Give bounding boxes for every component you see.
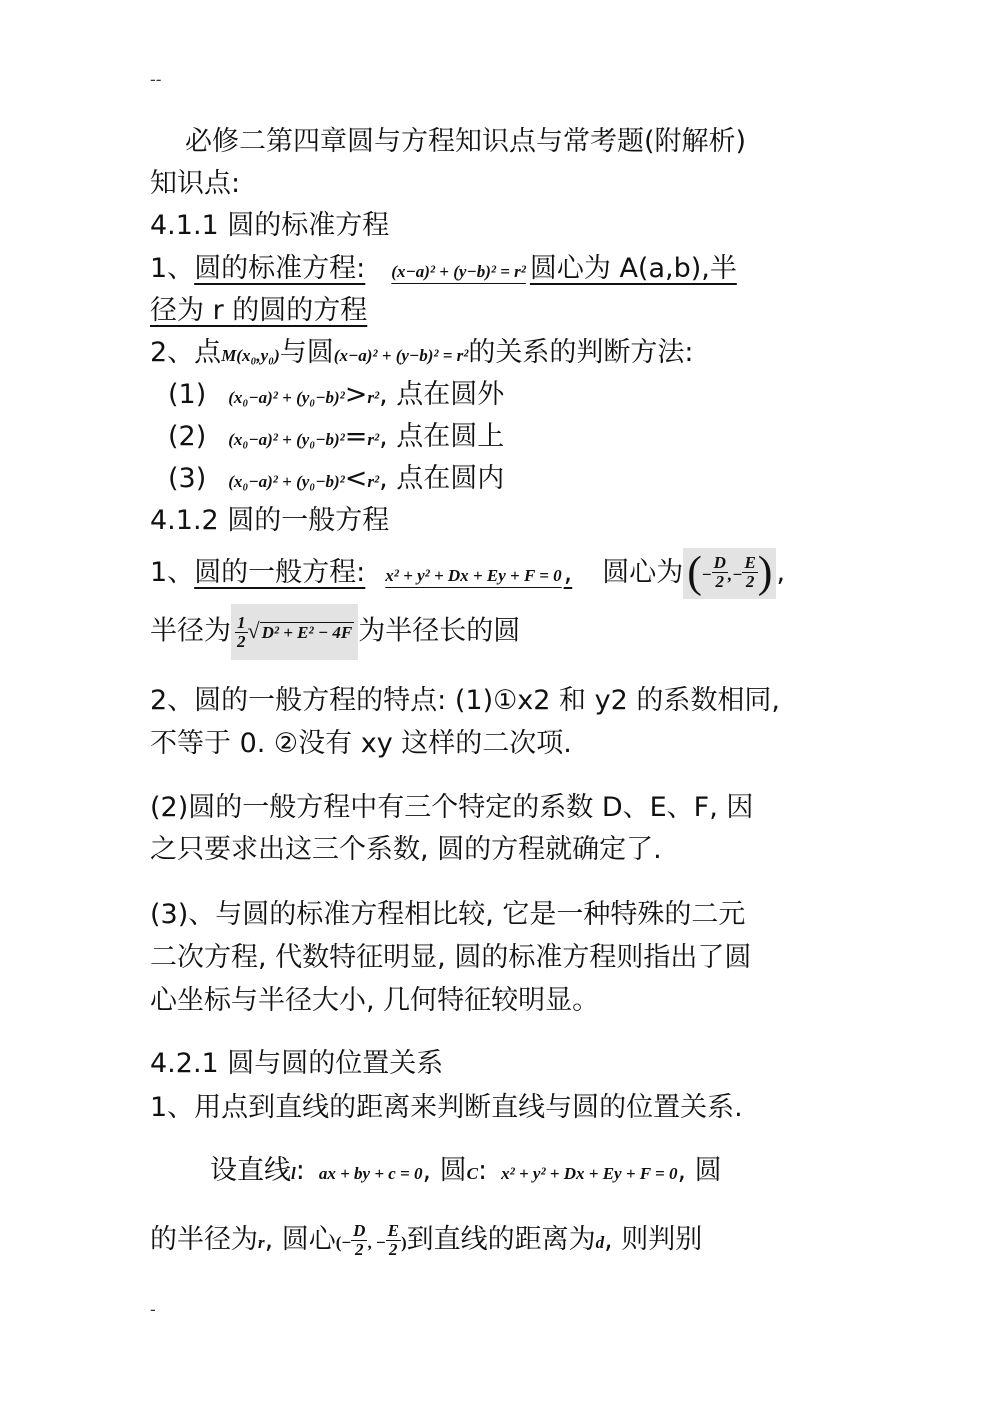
point-circle-relation-line: [150, 335, 693, 374]
case-row-2: [168, 419, 504, 458]
paragraph-3-line-2: 二次方程, 代数特征明显, 圆的标准方程则指出了圆: [150, 942, 752, 973]
half-fraction: $\frac{1}{2}$: [237, 612, 246, 651]
center-x-fraction: $\frac{D}{2}$: [713, 553, 726, 591]
case-op: =: [344, 421, 368, 452]
circle-tail: , 圆: [677, 1155, 722, 1186]
case-lhs: (x₀−a)² + (y₀−b)²: [228, 472, 345, 491]
center-label: 圆心为: [602, 557, 684, 588]
case-text: , 点在圆外: [379, 379, 505, 410]
radius-tail: 为半径长的圆: [358, 615, 521, 647]
case-text: , 点在圆内: [379, 463, 505, 494]
minus-sign: −: [701, 565, 712, 584]
standard-equation-desc: 圆心为 A(a,b),半: [529, 253, 737, 284]
case-rhs: r²: [367, 430, 380, 449]
distance-method-line: 1、用点到直线的距离来判断直线与圆的位置关系.: [150, 1092, 743, 1123]
paragraph-2-line-2: 之只要求出这三个系数, 圆的方程就确定了.: [150, 834, 662, 865]
radius-expression: [231, 604, 358, 660]
center-label: , 圆心: [264, 1224, 336, 1255]
item-prefix: 1、: [150, 557, 195, 588]
knowledge-label: 知识点:: [150, 168, 241, 199]
circle-label: , 圆: [422, 1155, 467, 1186]
standard-equation-formula: (x−a)² + (y−b)² = r²: [391, 262, 526, 281]
radius-r: r: [258, 1233, 265, 1252]
relation-suffix: 的关系的判断方法:: [468, 337, 694, 368]
general-equation-line: [150, 548, 785, 599]
item-prefix: 1、: [150, 253, 195, 284]
case-num: (1): [168, 379, 207, 410]
section-4-1-1-heading: 4.1.1 圆的标准方程: [150, 210, 390, 241]
line-equation: ax + by + c = 0: [318, 1164, 423, 1183]
with-circle-text: 与圆: [279, 337, 334, 368]
set-prefix: 设直线: [210, 1155, 291, 1186]
header-mark: --: [150, 70, 162, 89]
center-tail: ,: [776, 557, 786, 588]
paragraph-3-line-1: (3)、与圆的标准方程相比较, 它是一种特殊的二元: [150, 899, 746, 930]
case-lhs: (x₀−a)² + (y₀−b)²: [228, 430, 345, 449]
section-4-2-1-heading: 4.2.1 圆与圆的位置关系: [150, 1048, 444, 1079]
standard-equation-line-2: [150, 293, 367, 329]
center-x-fraction: $\frac{D}{2}$: [353, 1221, 366, 1259]
distance-d: d: [595, 1233, 605, 1252]
comma-minus: , −: [367, 1233, 386, 1252]
comma-minus: ,−: [727, 565, 743, 584]
circle-equation: x² + y² + Dx + Ey + F = 0: [501, 1164, 678, 1183]
general-equation-label: 圆的一般方程:: [194, 557, 366, 588]
standard-equation-label: 圆的标准方程:: [194, 253, 366, 284]
center-y-fraction: $\frac{E}{2}$: [387, 1221, 399, 1259]
center-expression: [683, 548, 776, 599]
line-l: l: [291, 1164, 296, 1183]
paragraph-3-line-3: 心坐标与半径大小, 几何特征较明显。: [150, 985, 600, 1016]
judge-text: , 则判别: [604, 1224, 703, 1255]
standard-equation-desc-2: 径为 r 的圆的方程: [150, 295, 368, 326]
center-y-fraction: $\frac{E}{2}$: [744, 553, 756, 591]
radius-line: [150, 604, 520, 660]
general-equation-formula: x² + y² + Dx + Ey + F = 0: [385, 566, 562, 585]
page-title: 必修二第四章圆与方程知识点与常考题(附解析): [185, 126, 747, 157]
circle-formula: (x−a)² + (y−b)² = r²: [333, 346, 469, 365]
general-features-line-2: 不等于 0. ②没有 xy 这样的二次项.: [150, 728, 572, 759]
sqrt-expression: √ D² + E² − 4F: [247, 618, 353, 643]
section-4-1-2-heading: 4.1.2 圆的一般方程: [150, 505, 390, 536]
paragraph-2-line-1: (2)圆的一般方程中有三个特定的系数 D、E、F, 因: [150, 792, 754, 823]
case-num: (3): [168, 463, 207, 494]
case-rhs: r²: [367, 472, 380, 491]
point-m: M(x₀,y₀): [221, 346, 280, 365]
footer-mark: -: [150, 1300, 156, 1319]
close-paren: ): [400, 1233, 407, 1252]
case-op: <: [344, 463, 368, 494]
case-op: >: [344, 379, 368, 410]
case-rhs: r²: [367, 388, 380, 407]
circle-c: C: [466, 1164, 479, 1183]
case-row-3: [168, 461, 504, 500]
set-line: [210, 1153, 722, 1192]
left-paren-icon: (: [687, 547, 702, 597]
standard-equation-line: [150, 251, 737, 290]
right-paren-icon: ): [757, 547, 773, 597]
item-prefix: 2、点: [150, 337, 222, 368]
general-features-line-1: 2、圆的一般方程的特点: (1)①x2 和 y2 的系数相同,: [150, 685, 780, 716]
radius-center-line: [150, 1216, 702, 1267]
case-num: (2): [168, 421, 207, 452]
case-row-1: [168, 377, 504, 416]
radius-prefix: 的半径为: [150, 1224, 258, 1255]
general-equation-comma: ,: [563, 557, 573, 588]
case-lhs: (x₀−a)² + (y₀−b)²: [228, 388, 345, 407]
distance-label: 到直线的距离为: [406, 1224, 596, 1255]
radius-label: 半径为: [150, 615, 231, 647]
case-text: , 点在圆上: [379, 421, 505, 452]
paren-minus: (−: [335, 1233, 352, 1252]
colon: :: [295, 1155, 305, 1186]
sqrt-icon: √: [247, 618, 260, 643]
colon: :: [478, 1155, 488, 1186]
